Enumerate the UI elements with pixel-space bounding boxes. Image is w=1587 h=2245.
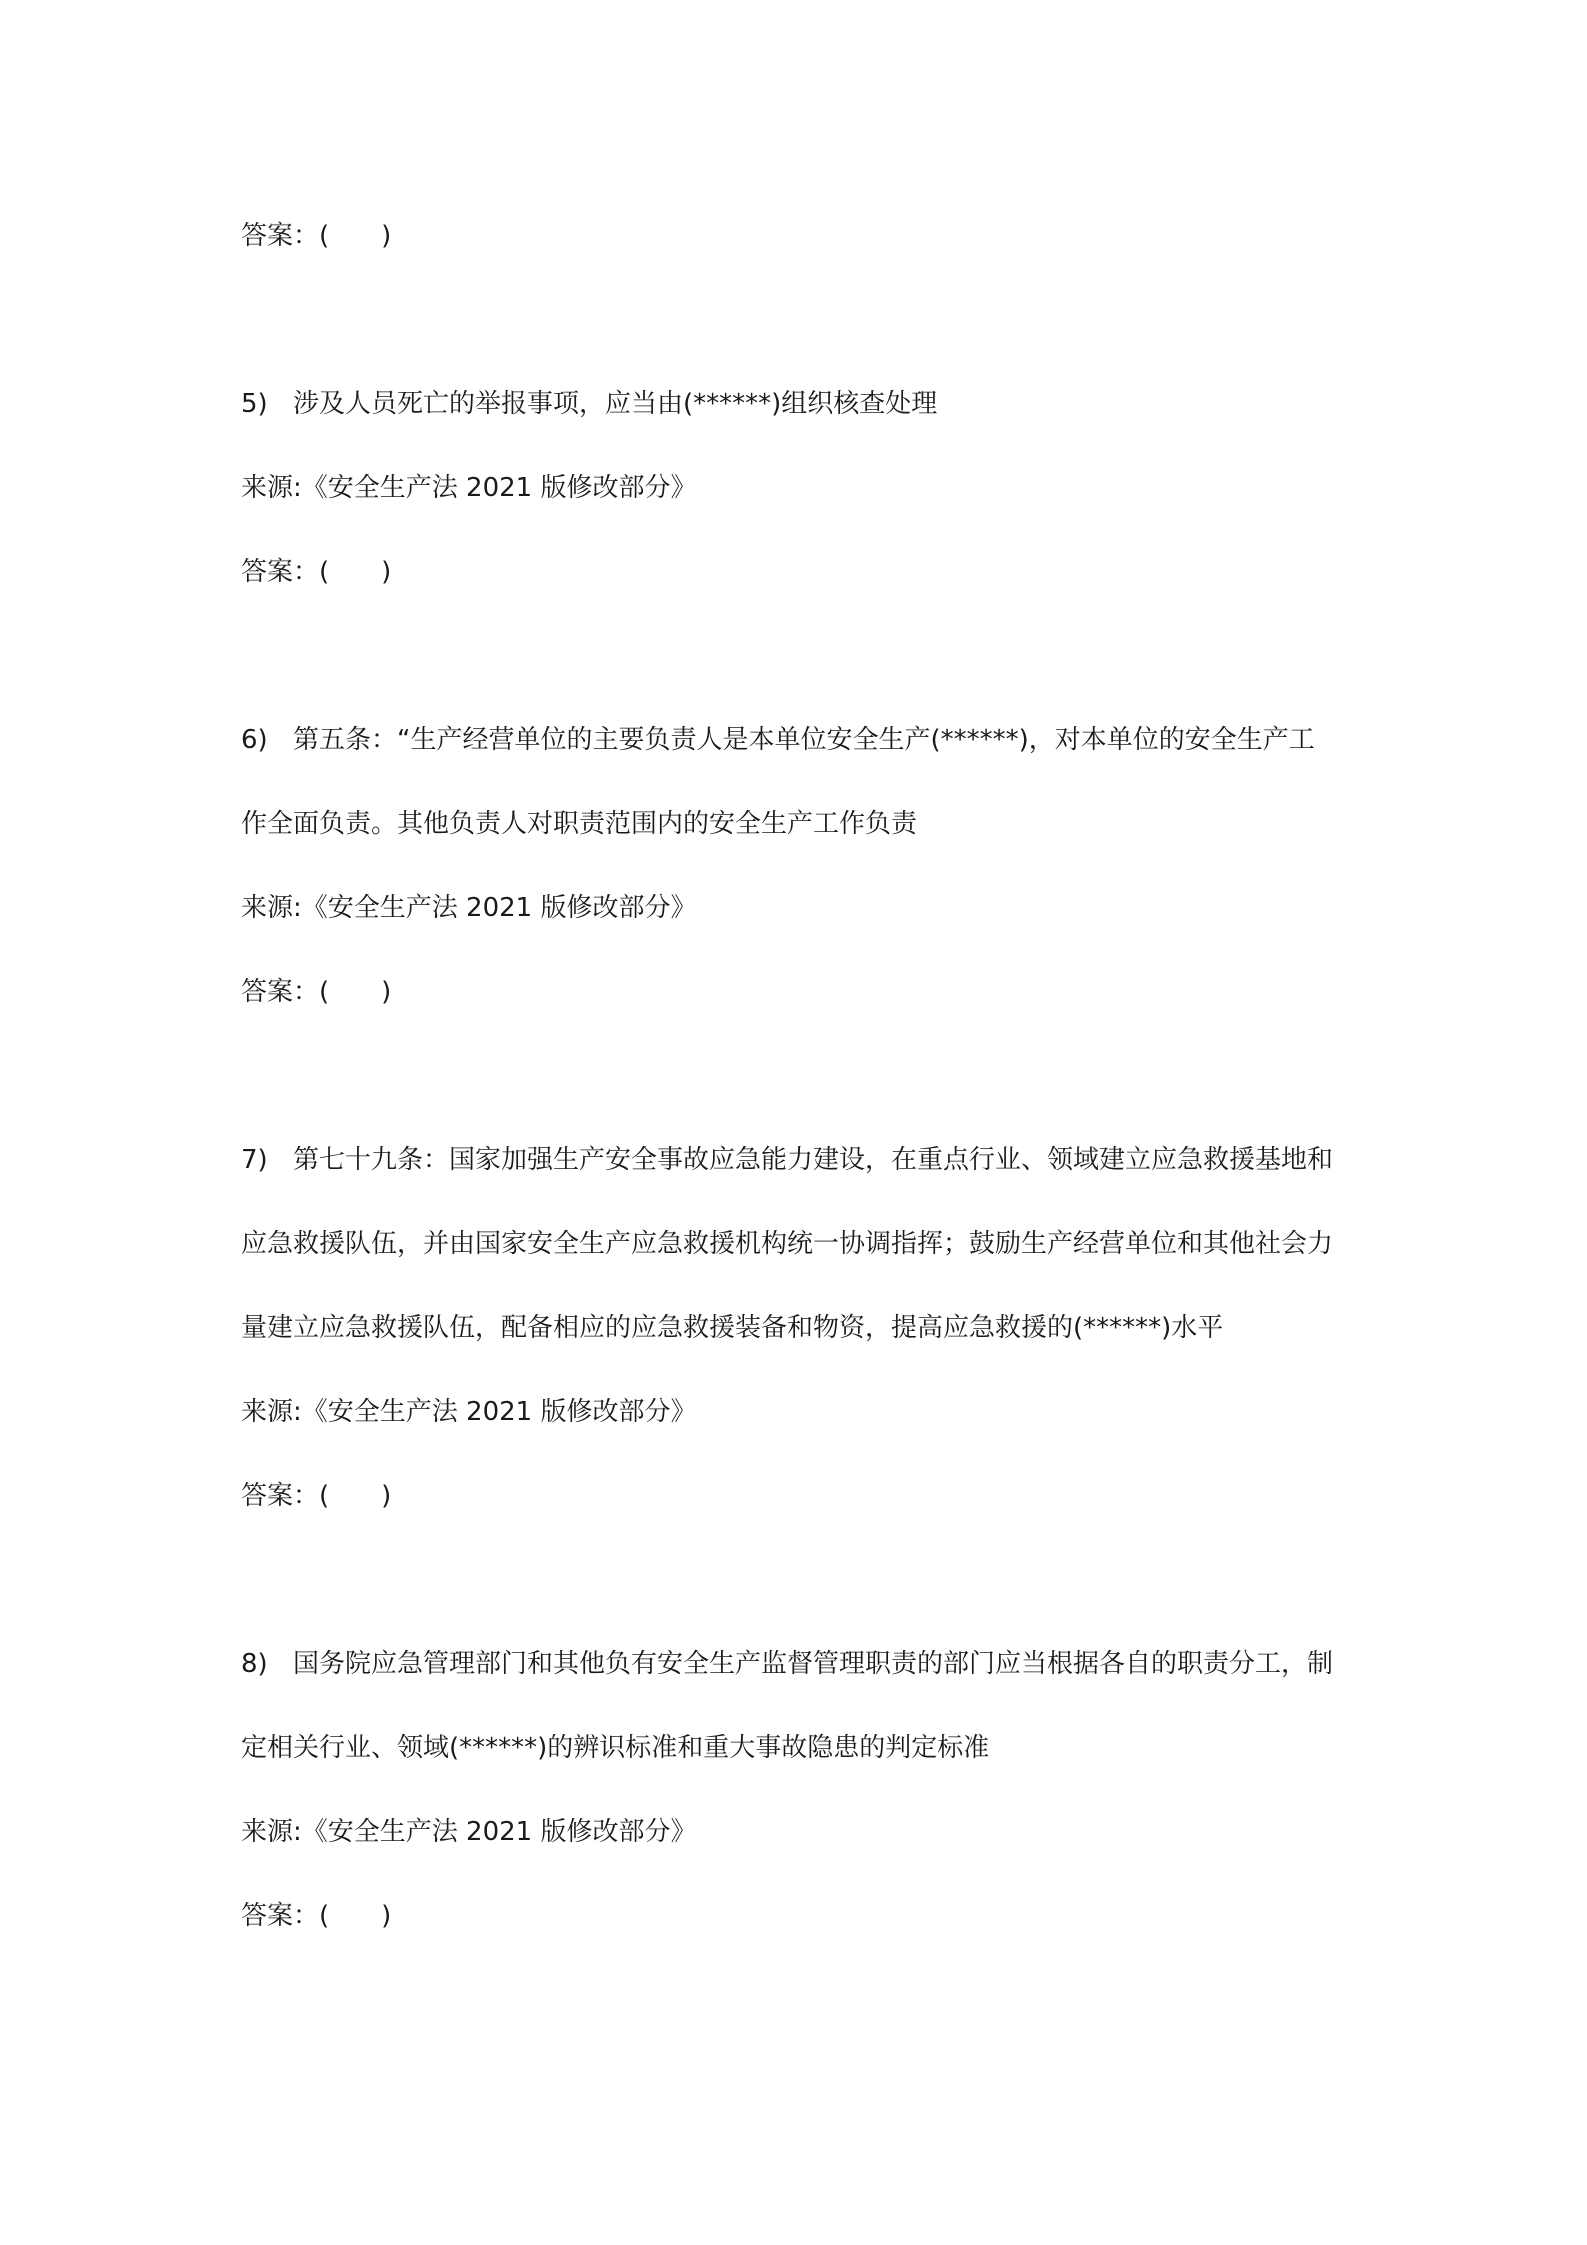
question-line: 国务院应急管理部门和其他负有安全生产监督管理职责的部门应当根据各自的职责分工，制 bbox=[293, 1649, 1334, 1679]
answer-line bbox=[241, 218, 1361, 254]
question-7-text-cont-1: 应急救援队伍，并由国家安全生产应急救援机构统一协调指挥；鼓励生产经营单位和其他社会力 bbox=[241, 1229, 1334, 1259]
question-7-source: 来源:《安全生产法 2021 版修改部分》 bbox=[241, 1397, 697, 1427]
answer-close: ) bbox=[381, 557, 392, 587]
question-8-text bbox=[241, 1646, 1361, 1682]
question-8-text-cont: 定相关行业、领域(******)的辨识标准和重大事故隐患的判定标准 bbox=[241, 1733, 990, 1763]
answer-label: 答案：( bbox=[241, 221, 330, 251]
question-7-answer bbox=[241, 1478, 1361, 1514]
answer-label: 答案：( bbox=[241, 977, 330, 1007]
question-number: 8) bbox=[241, 1649, 268, 1679]
answer-close: ) bbox=[381, 1481, 392, 1511]
answer-label: 答案：( bbox=[241, 557, 330, 587]
answer-close: ) bbox=[381, 1901, 392, 1931]
question-8-answer bbox=[241, 1898, 1361, 1934]
question-number: 6) bbox=[241, 725, 268, 755]
question-7-text bbox=[241, 1142, 1361, 1178]
question-line: 第五条：“生产经营单位的主要负责人是本单位安全生产(******)，对本单位的安全生产工 bbox=[293, 725, 1315, 755]
question-6-text-cont: 作全面负责。其他负责人对职责范围内的安全生产工作负责 bbox=[241, 809, 918, 839]
question-6-source: 来源:《安全生产法 2021 版修改部分》 bbox=[241, 893, 697, 923]
question-line: 第七十九条：国家加强生产安全事故应急能力建设，在重点行业、领域建立应急救援基地和 bbox=[293, 1145, 1334, 1175]
question-number: 5) bbox=[241, 389, 268, 419]
question-5-source: 来源:《安全生产法 2021 版修改部分》 bbox=[241, 473, 697, 503]
question-line: 涉及人员死亡的举报事项，应当由(******)组织核查处理 bbox=[293, 389, 938, 419]
question-7-text-cont-2: 量建立应急救援队伍，配备相应的应急救援装备和物资，提高应急救援的(******)水平 bbox=[241, 1313, 1224, 1343]
answer-label: 答案：( bbox=[241, 1481, 330, 1511]
question-5-answer bbox=[241, 554, 1361, 590]
question-8-source: 来源:《安全生产法 2021 版修改部分》 bbox=[241, 1817, 697, 1847]
answer-close: ) bbox=[381, 221, 392, 251]
question-6-answer bbox=[241, 974, 1361, 1010]
question-number: 7) bbox=[241, 1145, 268, 1175]
answer-label: 答案：( bbox=[241, 1901, 330, 1931]
answer-close: ) bbox=[381, 977, 392, 1007]
question-5-text bbox=[241, 386, 1361, 422]
question-6-text bbox=[241, 722, 1361, 758]
